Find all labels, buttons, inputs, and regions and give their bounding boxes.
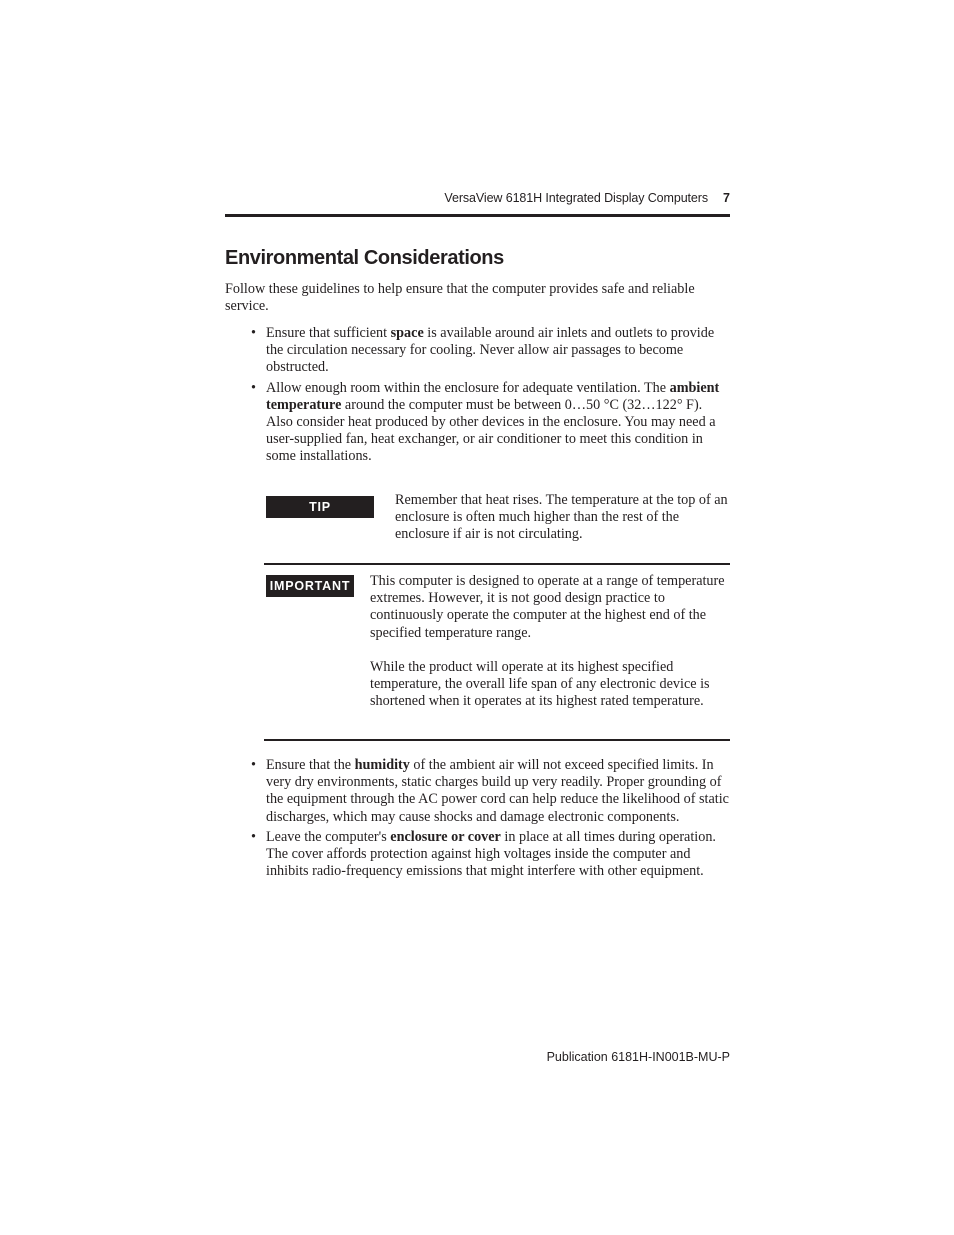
section-title: Environmental Considerations <box>225 247 504 269</box>
running-header <box>225 191 730 211</box>
important-top-rule <box>264 563 730 565</box>
item-text: of the ambient air will not exceed specified limits. In very dry environments, static charges build up very readily. Proper grounding of the equipment through the AC power cord can help reduce the likelihood of static discharges, which may cause shocks and damage electronic components. <box>266 757 729 825</box>
page-number: 7 <box>723 191 730 205</box>
intro-paragraph: Follow these guidelines to help ensure that the computer provides safe and reliable service. <box>225 281 695 315</box>
list-item <box>225 380 730 466</box>
list-item <box>225 829 730 881</box>
item-text: Leave the computer's <box>266 828 391 845</box>
tip-note <box>264 492 730 552</box>
item-text: Ensure that sufficient <box>266 325 391 341</box>
item-text: around the computer must be between 0…50 °C (32…122° F). Also consider heat produced by other devices in the enclosure. You may need a user-supplied fan, heat exchanger, or air conditioner to meet this condition in some installations. <box>266 396 716 465</box>
item-keyword: ambient temperature <box>266 379 720 413</box>
item-text: Ensure that the <box>266 757 355 773</box>
item-keyword: space <box>390 325 424 341</box>
list-item <box>225 325 730 377</box>
tip-text: Remember that heat rises. The temperature at the top of an enclosure is often much higher than the rest of the enclosure if air is not circulating. <box>395 492 728 543</box>
running-title: VersaView 6181H Integrated Display Computers <box>444 191 708 205</box>
important-paragraph-1: This computer is designed to operate at a range of temperature extremes. However, it is not good design practice to continuously operate the computer at the highest end of the specified temperature range. <box>370 573 725 641</box>
bullet-list-2 <box>225 757 730 883</box>
item-text: Allow enough room within the enclosure for adequate ventilation. The <box>266 379 670 396</box>
tip-badge: TIP <box>266 496 374 518</box>
important-note <box>264 573 730 733</box>
item-text: is available around air inlets and outlets to provide the circulation necessary for cooling. Never allow air passages to become obstructed. <box>266 325 715 376</box>
bullet-list-1 <box>225 325 730 469</box>
bullet-icon: • <box>251 757 256 773</box>
important-paragraph-2: While the product will operate at its highest specified temperature, the overall life span of any electronic device is shortened when it operates at its highest rated temperature. <box>370 658 710 710</box>
important-bottom-rule <box>264 739 730 741</box>
header-rule <box>225 214 730 217</box>
publication-footer: Publication 6181H-IN001B-MU-P <box>546 1050 730 1064</box>
list-item <box>225 757 730 826</box>
bullet-icon: • <box>251 325 256 341</box>
important-badge: IMPORTANT <box>266 575 354 597</box>
important-text <box>370 573 726 710</box>
item-keyword: enclosure or cover <box>390 828 501 845</box>
bullet-icon: • <box>251 828 256 845</box>
item-keyword: humidity <box>354 757 410 773</box>
bullet-icon: • <box>251 379 256 396</box>
item-text: in place at all times during operation. The cover affords protection against high voltages inside the computer and inhibits radio-frequency emissions that might interfere with other equipment. <box>266 828 716 880</box>
